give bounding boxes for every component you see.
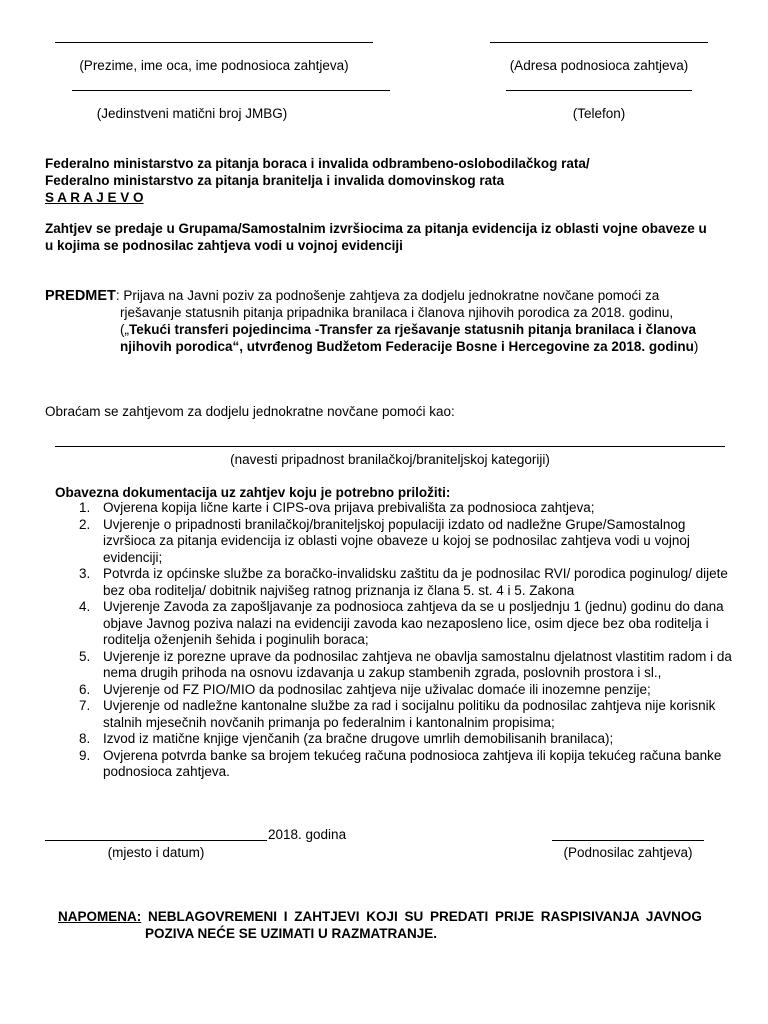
phone-label: (Telefon) (572, 106, 626, 121)
year-text: 2018. godina (268, 827, 347, 842)
subject-prefix: („ (120, 322, 129, 337)
note-line-1 (58, 908, 702, 925)
list-item: 9. Ovjerena potvrda banke sa brojem tekućeg računa podnosioca zahtjeva ili kopija tekućeg računa banke podnosioca zahtjeva. (79, 747, 722, 779)
category-line (55, 446, 725, 447)
name-line (55, 42, 373, 43)
note-text-1: NEBLAGOVREMENI I ZAHTJEVI KOJI SU PREDATI PRIJE RASPISIVANJA JAVNOG (141, 909, 702, 924)
jmbg-label: (Jedinstveni matični broj JMBG) (96, 106, 288, 121)
place-date-label: (mjesto i datum) (107, 845, 205, 860)
list-item: 4. Uvjerenje Zavoda za zapošljavanje za podnosioca zahtjeva da se u posljednju 1 (jednu) godinu do dana objave Javnog poziva nalazi na evidenciji zavoda kao nezaposleno lice, osim djece bez oba roditelja i roditelja oženjenih šehida i poginulih boraca; (79, 599, 724, 647)
list-item: 8. Izvod iz matične knjige vjenčanih (za bračne drugove umrlih demobilisanih branilaca); (79, 731, 614, 746)
list-item: 6. Uvjerenje od FZ PIO/MIO da podnosilac zahtjeva nije uživalac domaće ili inozemne penzije; (79, 681, 651, 697)
list-item: 1. Ovjerena kopija lične karte i CIPS-ova prijava prebivališta za podnosioca zahtjeva; (79, 500, 595, 515)
applicant-label: (Podnosilac zahtjeva) (563, 845, 693, 860)
recipient-line-1: Federalno ministarstvo za pitanja boraca i invalida odbrambeno-oslobodilačkog rata/ (45, 156, 590, 171)
subject-text-1: : Prijava na Javni poziv za podnošenje zahtjeva za dodjelu jednokratne novčane pomoći za (115, 288, 660, 303)
recipient-city: S A R A J E V O (45, 190, 144, 205)
address-label: (Adresa podnosioca zahtjeva) (509, 58, 689, 73)
subject-suffix: ) (693, 339, 699, 354)
applicant-line (552, 840, 704, 841)
phone-line (506, 90, 692, 91)
subject-line-4 (120, 338, 698, 355)
request-text: Obraćam se zahtjevom za dodjelu jednokratne novčane pomoći kao: (45, 404, 455, 419)
category-label: (navesti pripadnost branilačkoj/braniteljskoj kategoriji) (230, 452, 550, 467)
list-item: 2. Uvjerenje o pripadnosti branilačkoj/braniteljskoj populaciji izdato od nadležne Grupe/Samostalnog izvršioca za pitanja evidencija iz oblasti vojne obaveze u kojoj se podnosilac zahtjeva vodi u vojnoj evidenciji; (79, 516, 690, 565)
note-label: NAPOMENA: (58, 909, 142, 924)
subject-line-1 (45, 287, 659, 305)
subject-line-3 (120, 321, 696, 338)
subject-bold-1: Tekući transferi pojedincima -Transfer za rješavanje statusnih pitanja branilaca i članova (129, 322, 696, 337)
subject-bold-2: njihovih porodica“, utvrđenog Budžetom Federacije Bosne i Hercegovine za 2018. godinu (120, 339, 694, 354)
subject-line-2: rješavanje statusnih pitanja pripadnika branilaca i članova njihovih porodica za 2018. godinu, (120, 305, 674, 320)
subject-label: PREDMET (45, 288, 116, 304)
name-label: (Prezime, ime oca, ime podnosioca zahtjeva) (79, 58, 349, 73)
address-line (490, 42, 708, 43)
place-date-line (45, 840, 267, 841)
list-item: 5. Uvjerenje iz porezne uprave da podnosilac zahtjeva ne obavlja samostalnu djelatnost vlastitim radom i da nema drugih prihoda na osnovu izdavanja u zakup stambenih zgrada, poslovnih prostora i sl., (79, 648, 732, 680)
list-item: 3. Potvrda iz općinske službe za boračko-invalidsku zaštitu da je podnosilac RVI/ porodica poginulog/ dijete bez oba roditelja/ dobitnik najvišeg ratnog priznanja iz člana 5. st. 4 i 5. Zakona (79, 566, 728, 598)
submission-note-line-1: Zahtjev se predaje u Grupama/Samostalnim izvršiocima za pitanja evidencija iz oblasti vojne obaveze u (45, 221, 707, 236)
list-item: 7. Uvjerenje od nadležne kantonalne službe za rad i socijalnu politiku da podnosilac zahtjeva nije korisnik stalnih mjesečnih novčanih primanja po federalnim i kantonalnim propisima; (79, 698, 716, 730)
documents-list (75, 500, 735, 781)
jmbg-line (72, 90, 390, 91)
documents-heading: Obavezna dokumentacija uz zahtjev koju je potrebno priložiti: (55, 485, 451, 500)
recipient-line-2: Federalno ministarstvo za pitanja branitelja i invalida domovinskog rata (45, 173, 505, 188)
note-line-2: POZIVA NEĆE SE UZIMATI U RAZMATRANJE. (145, 926, 438, 941)
submission-note-line-2: u kojima se podnosilac zahtjeva vodi u vojnoj evidenciji (45, 238, 403, 253)
